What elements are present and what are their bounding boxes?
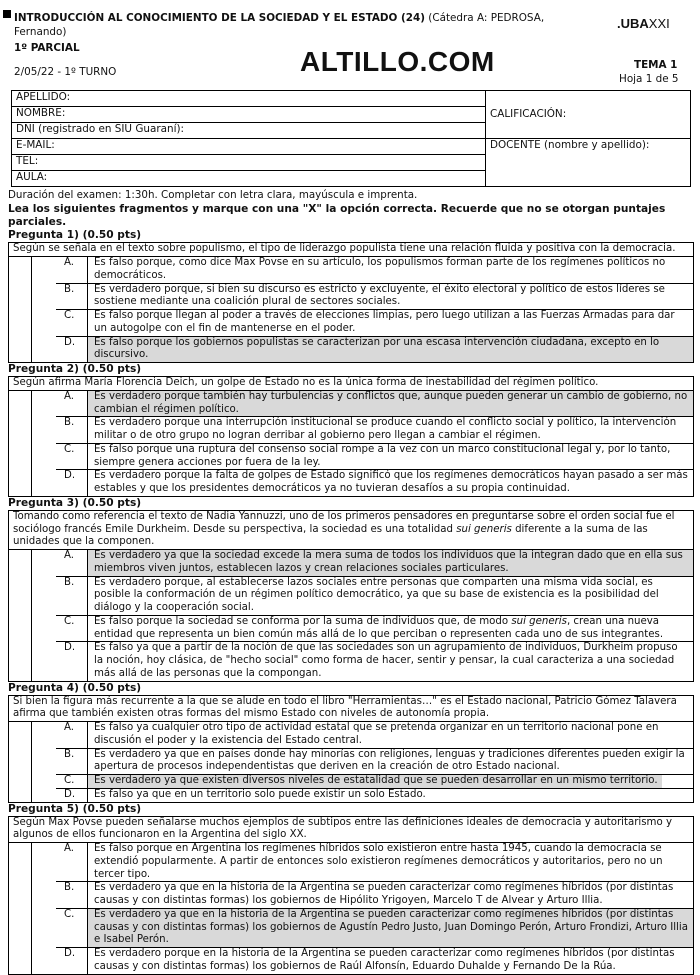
option-c[interactable]: C. Es verdadero ya que existen diversos niveles de estatalidad que se pueden desarrollar en un mismo territorio. bbox=[56, 774, 693, 788]
question-title: Pregunta 1) (0.50 pts) bbox=[8, 229, 142, 242]
option-b[interactable]: B. Es verdadero ya que en la historia de la Argentina se pueden caracterizar como regímenes híbridos (por distintas causas y con distintas formas) los gobiernos de Hipólito Yrigoyen, Marcelo T de Alvear y Arturo Illia. bbox=[56, 881, 693, 908]
option-a[interactable]: A. Es verdadero ya que la sociedad excede la mera suma de todos los individuos que la integran dado que en ella sus miembros viven juntos, establecen lazos y crean relaciones sociales particulares. bbox=[56, 550, 693, 576]
question-stem: Según se señala en el texto sobre populismo, el tipo de liderazgo populista tiene una relación fluida y positiva con la democracia. bbox=[9, 243, 693, 257]
question-box bbox=[8, 816, 694, 975]
option-b[interactable]: B. Es verdadero porque una interrupción institucional se produce cuando el conflicto social y político, la intervención militar o de otro grupo no logran derribar al gobierno pero llegan a cambiar el régimen. bbox=[56, 416, 693, 443]
nombre-field[interactable]: NOMBRE: bbox=[12, 107, 486, 123]
option-b[interactable]: B. Es verdadero porque, al establecerse lazos sociales entre personas que comparten una misma vida social, es posible la conformación de un régimen político democrático, ya que su base de existencia es la posibilidad del diálogo y la cooperación social. bbox=[56, 576, 693, 615]
option-a[interactable]: A. Es verdadero porque también hay turbulencias y conflictos que, aunque pueden generar un cambio de gobierno, no cambian el régimen político. bbox=[56, 391, 693, 417]
student-info-form bbox=[11, 90, 691, 187]
option-d[interactable]: D. Es verdadero porque en la historia de la Argentina se pueden caracterizar como regímenes híbridos (por distintas causas y con distintas formas) los gobiernos de Raúl Alfonsín, Eduardo Duhalde y Fernando De la Rúa. bbox=[56, 947, 693, 974]
duration-note: Duración del examen: 1:30h. Completar con letra clara, mayúscula e imprenta. bbox=[8, 189, 418, 201]
question-stem: Según afirma María Florencia Deich, un golpe de Estado no es la única forma de inestabilidad del régimen político. bbox=[9, 377, 693, 391]
calificacion-field[interactable]: CALIFICACIÓN: bbox=[486, 91, 691, 139]
option-d[interactable]: D. Es falso ya que en un territorio solo puede existir un solo Estado. bbox=[56, 788, 693, 802]
tema-label: TEMA 1 bbox=[634, 59, 678, 71]
instructions: Lea los siguientes fragmentos y marque con una "X" la opción correcta. Recuerde que no se otorgan puntajes parciales. bbox=[8, 202, 666, 229]
aula-field[interactable]: AULA: bbox=[12, 171, 486, 187]
tel-field[interactable]: TEL: bbox=[12, 155, 486, 171]
course-title: INTRODUCCIÓN AL CONOCIMIENTO DE LA SOCIEDAD Y EL ESTADO (24) (Cátedra A: PEDROSA, Fernando) bbox=[14, 12, 545, 38]
page-counter: Hoja 1 de 5 bbox=[619, 73, 679, 85]
question-box bbox=[8, 695, 694, 803]
question-title: Pregunta 5) (0.50 pts) bbox=[8, 802, 142, 815]
option-a[interactable]: A. Es falso ya cualquier otro tipo de actividad estatal que se pretenda organizar en un territorio nacional pone en discusión el poder y la existencia del Estado central. bbox=[56, 722, 693, 748]
email-field[interactable]: E-MAIL: bbox=[12, 139, 486, 155]
option-d[interactable]: D. Es falso porque los gobiernos populistas se caracterizan por una escasa intervención ciudadana, excepto en lo discursivo. bbox=[56, 336, 693, 363]
question-title: Pregunta 4) (0.50 pts) bbox=[8, 681, 142, 694]
watermark-logo: ALTILLO.COM bbox=[300, 46, 495, 77]
option-a[interactable]: A. Es falso porque, como dice Max Povse en su artículo, los populismos forman parte de los regímenes políticos no democráticos. bbox=[56, 257, 693, 283]
question-box bbox=[8, 510, 694, 682]
option-c[interactable]: C. Es falso porque la sociedad se conforma por la suma de individuos que, de modo sui generis, crean una nueva entidad que representa un bien común más allá de lo que perciban o representen cada uno de sus integrantes. bbox=[56, 615, 693, 642]
option-d[interactable]: D. Es verdadero porque la falta de golpes de Estado significó que los regímenes democráticos hayan pasado a ser más estables y que los presidentes democráticos ya no tuvieran desafíos a su propia continuidad. bbox=[56, 469, 693, 496]
option-c[interactable]: C. Es verdadero ya que en la historia de la Argentina se pueden caracterizar como regímenes híbridos (por distintas causas y con distintas formas) los gobiernos de Agustín Pedro Justo, Juan Domingo Perón, Arturo Frondizi, Arturo Illia e Isabel Perón. bbox=[56, 908, 693, 947]
option-c[interactable]: C. Es falso porque una ruptura del consenso social rompe a la vez con un marco constitucional legal y, por lo tanto, siempre genera acciones por fuera de la ley. bbox=[56, 443, 693, 470]
exam-body bbox=[8, 189, 694, 975]
question-stem: Si bien la figura más recurrente a la que se alude en todo el libro "Herramientas…" es el Estado nacional, Patricio Gómez Talavera afirma que también existen otras formas del mismo Estado con niveles de autonomía propia. bbox=[9, 696, 693, 723]
question-box bbox=[8, 242, 694, 363]
question-stem: Tomando como referencia el texto de Nadia Yannuzzi, uno de los primeros pensadores en preguntarse sobre el orden social fue el sociólogo francés Emile Durkheim. Desde su perspectiva, la sociedad es una totalidad sui generis diferente a la suma de las unidades que la componen. bbox=[9, 511, 693, 550]
exam-date: 2/05/22 - 1º TURNO bbox=[14, 66, 117, 78]
question-box bbox=[8, 376, 694, 497]
option-a[interactable]: A. Es falso porque en Argentina los regímenes híbridos solo existieron entre hasta 1945, cuando la democracia se extendió popularmente. A partir de entonces solo existieron regímenes democráticos y autoritarios, pero no un tercer tipo. bbox=[56, 843, 693, 881]
question-title: Pregunta 2) (0.50 pts) bbox=[8, 363, 142, 376]
apellido-field[interactable]: APELLIDO: bbox=[12, 91, 486, 107]
square-bullet-icon bbox=[3, 10, 11, 18]
docente-field[interactable]: DOCENTE (nombre y apellido): bbox=[486, 139, 691, 187]
dni-field[interactable]: DNI (registrado en SIU Guaraní): bbox=[12, 123, 486, 139]
question-title: Pregunta 3) (0.50 pts) bbox=[8, 496, 142, 509]
option-b[interactable]: B. Es verdadero ya que en países donde hay minorías con religiones, lenguas y tradiciones diferentes pueden exigir la apertura de procesos independentistas que deriven en la creación de otro Estado nacional. bbox=[56, 748, 693, 775]
option-d[interactable]: D. Es falso ya que a partir de la noción de que las sociedades son un agrupamiento de individuos, Durkheim propuso la noción, hoy clásica, de "hecho social" como forma de hacer, sentir y pensar, la cual caracteriza a una sociedad más allá de las personas que la compongan. bbox=[56, 641, 693, 680]
question-stem: Según Max Povse pueden señalarse muchos ejemplos de subtipos entre las definiciones ideales de democracia y autoritarismo y algunos de ellos funcionaron en la Argentina del siglo XX. bbox=[9, 817, 693, 844]
uba-logo: .UBAXXI bbox=[617, 16, 670, 31]
parcial-label: 1º PARCIAL bbox=[14, 42, 80, 54]
option-b[interactable]: B. Es verdadero porque, si bien su discurso es estricto y excluyente, el éxito electoral y político de estos líderes se sostiene mediante una coalición plural de sectores sociales. bbox=[56, 283, 693, 310]
exam-header bbox=[0, 0, 700, 90]
option-c[interactable]: C. Es falso porque llegan al poder a través de elecciones limpias, pero luego utilizan a las Fuerzas Armadas para dar un autogolpe con el fin de mantenerse en el poder. bbox=[56, 309, 693, 336]
